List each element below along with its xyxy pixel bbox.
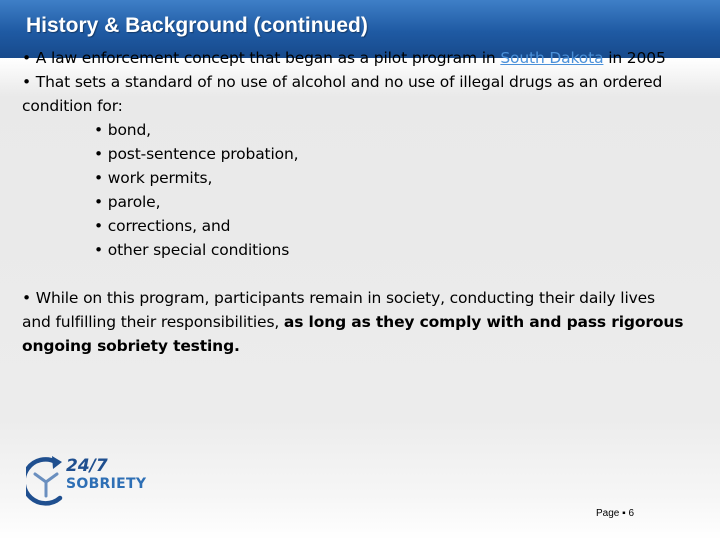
sub-bullet-bond: • bond, xyxy=(94,121,151,139)
logo-sobriety: SOBRIETY xyxy=(66,476,147,492)
page-number: Page ▪ 6 xyxy=(596,508,635,519)
bullet-3-line-1: • While on this program, participants remain in society, conducting their daily lives xyxy=(22,289,655,307)
bullet-1-text-post: in 2005 xyxy=(603,49,666,67)
bullet-3-line-2 xyxy=(22,310,712,334)
sub-bullet-corrections: • corrections, and xyxy=(94,217,231,235)
bullet-3-line-3: ongoing sobriety testing. xyxy=(22,337,240,355)
slide-title: History & Background (continued) xyxy=(26,14,368,37)
logo-24-7: 24/7 xyxy=(66,456,108,476)
bullet-3-line-2-bold: as long as they comply with and pass rigorous xyxy=(283,313,684,331)
bullet-2-line-1: • That sets a standard of no use of alcohol and no use of illegal drugs as an ordered xyxy=(22,73,663,91)
sub-bullet-work-permits: • work permits, xyxy=(94,169,213,187)
slide-body xyxy=(22,46,712,358)
spacer xyxy=(22,262,712,286)
bullet-1 xyxy=(22,46,712,70)
sub-bullet-parole: • parole, xyxy=(94,193,161,211)
sub-bullet-probation: • post-sentence probation, xyxy=(94,145,299,163)
bullet-3-line-2-text: and fulfilling their responsibilities, xyxy=(22,313,284,331)
clock-arrow-icon xyxy=(26,454,68,512)
sobriety-logo xyxy=(26,452,156,514)
bullet-2-line-2: condition for: xyxy=(22,97,123,115)
south-dakota-link[interactable]: South Dakota xyxy=(500,49,604,67)
bullet-1-text-pre: • A law enforcement concept that began as a pilot program in xyxy=(22,49,501,67)
sub-bullet-other: • other special conditions xyxy=(94,241,290,259)
